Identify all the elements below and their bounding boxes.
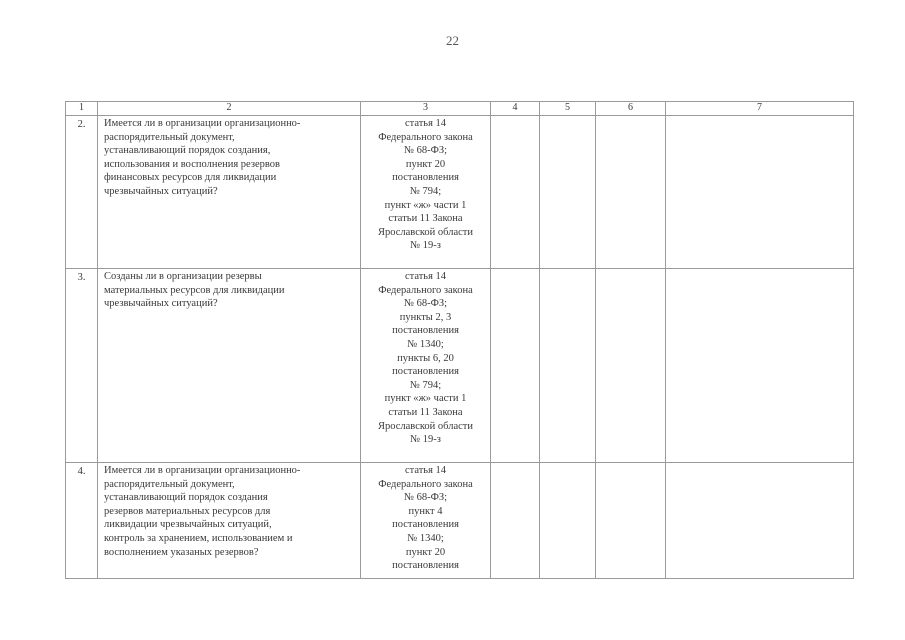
empty-cell xyxy=(491,463,540,579)
question-line: устанавливающий порядок создания, xyxy=(104,145,271,157)
empty-cell xyxy=(491,269,540,463)
empty-cell xyxy=(491,116,540,269)
legal-basis-line: пункт 20 xyxy=(405,158,446,170)
legal-basis-line: № 19-з xyxy=(410,240,441,252)
legal-basis-line: пункт 4 xyxy=(408,505,443,517)
legal-basis-line: статьи 11 Закона xyxy=(388,406,463,418)
column-number-header: 5 xyxy=(540,102,596,116)
legal-basis-line: № 1340; xyxy=(407,532,444,544)
row-number: 3. xyxy=(66,269,98,463)
question-cell xyxy=(98,463,361,579)
table-row xyxy=(66,463,854,579)
question-line: чрезвычайных ситуаций? xyxy=(104,298,218,310)
column-number-header: 7 xyxy=(666,102,854,116)
question-line: Созданы ли в организации резервы xyxy=(104,271,262,282)
question-line: устанавливающий порядок создания xyxy=(104,492,268,504)
legal-basis-line: Федерального закона xyxy=(378,478,473,490)
legal-basis-line: пункт 20 xyxy=(405,546,446,558)
legal-basis-line: Федерального закона xyxy=(378,284,473,296)
legal-basis-cell xyxy=(361,463,491,579)
legal-basis-line: пункт «ж» части 1 xyxy=(384,393,467,405)
question-line: восполнением указаных резервов? xyxy=(104,546,259,558)
row-number: 4. xyxy=(66,463,98,579)
empty-cell xyxy=(540,269,596,463)
row-number: 2. xyxy=(66,116,98,269)
legal-basis-line: Федерального закона xyxy=(378,131,473,143)
legal-basis-line: статья 14 xyxy=(404,271,447,282)
empty-cell xyxy=(596,116,666,269)
empty-cell xyxy=(666,269,854,463)
legal-basis-line: статья 14 xyxy=(404,465,447,476)
question-cell xyxy=(98,269,361,463)
legal-basis-line: № 68-ФЗ; xyxy=(403,492,448,504)
question-line: Имеется ли в организации организационно- xyxy=(104,465,301,476)
question-line: резервов материальных ресурсов для xyxy=(104,505,271,517)
legal-basis-line: № 19-з xyxy=(410,434,441,446)
question-line: финансовых ресурсов для ликвидации xyxy=(104,172,277,184)
question-line: использования и восполнения резервов xyxy=(104,158,280,170)
question-cell xyxy=(98,116,361,269)
table-row xyxy=(66,116,854,269)
question-line: Имеется ли в организации организационно- xyxy=(104,118,301,129)
empty-cell xyxy=(596,463,666,579)
empty-cell xyxy=(596,269,666,463)
question-line: распорядительный документ, xyxy=(104,478,235,490)
legal-basis-cell xyxy=(361,116,491,269)
legal-basis-line: статья 14 xyxy=(404,118,447,129)
legal-basis-line: № 1340; xyxy=(407,338,444,350)
column-number-row xyxy=(66,102,854,116)
page-number: 22 xyxy=(446,33,459,48)
legal-basis-line: № 794; xyxy=(409,379,442,391)
legal-basis-line: постановления xyxy=(392,560,459,572)
column-number-header: 2 xyxy=(98,102,361,116)
question-line: чрезвычайных ситуаций? xyxy=(104,185,218,197)
question-line: материальных ресурсов для ликвидации xyxy=(104,284,285,296)
empty-cell xyxy=(540,463,596,579)
legal-basis-line: № 794; xyxy=(409,185,442,197)
legal-basis-line: статьи 11 Закона xyxy=(388,213,463,225)
question-line: ликвидации чрезвычайных ситуаций, xyxy=(104,519,272,531)
legal-basis-line: пункты 2, 3 xyxy=(399,311,452,323)
column-number-header: 4 xyxy=(491,102,540,116)
column-number-header: 3 xyxy=(361,102,491,116)
legal-basis-line: постановления xyxy=(392,172,459,184)
legal-basis-line: постановления xyxy=(392,519,459,531)
column-number-header: 6 xyxy=(596,102,666,116)
empty-cell xyxy=(666,463,854,579)
checklist-table xyxy=(65,101,854,579)
empty-cell xyxy=(666,116,854,269)
legal-basis-line: пункты 6, 20 xyxy=(397,352,454,364)
legal-basis-line: пункт «ж» части 1 xyxy=(384,199,467,211)
legal-basis-cell xyxy=(361,269,491,463)
question-line: контроль за хранением, использованием и xyxy=(104,532,293,544)
table-row xyxy=(66,269,854,463)
legal-basis-line: Ярославской области xyxy=(377,226,474,238)
legal-basis-line: № 68-ФЗ; xyxy=(403,298,448,310)
legal-basis-line: постановления xyxy=(392,366,459,378)
legal-basis-line: № 68-ФЗ; xyxy=(403,145,448,157)
legal-basis-line: Ярославской области xyxy=(377,420,474,432)
legal-basis-line: постановления xyxy=(392,325,459,337)
column-number-header: 1 xyxy=(66,102,98,116)
empty-cell xyxy=(540,116,596,269)
question-line: распорядительный документ, xyxy=(104,131,235,143)
